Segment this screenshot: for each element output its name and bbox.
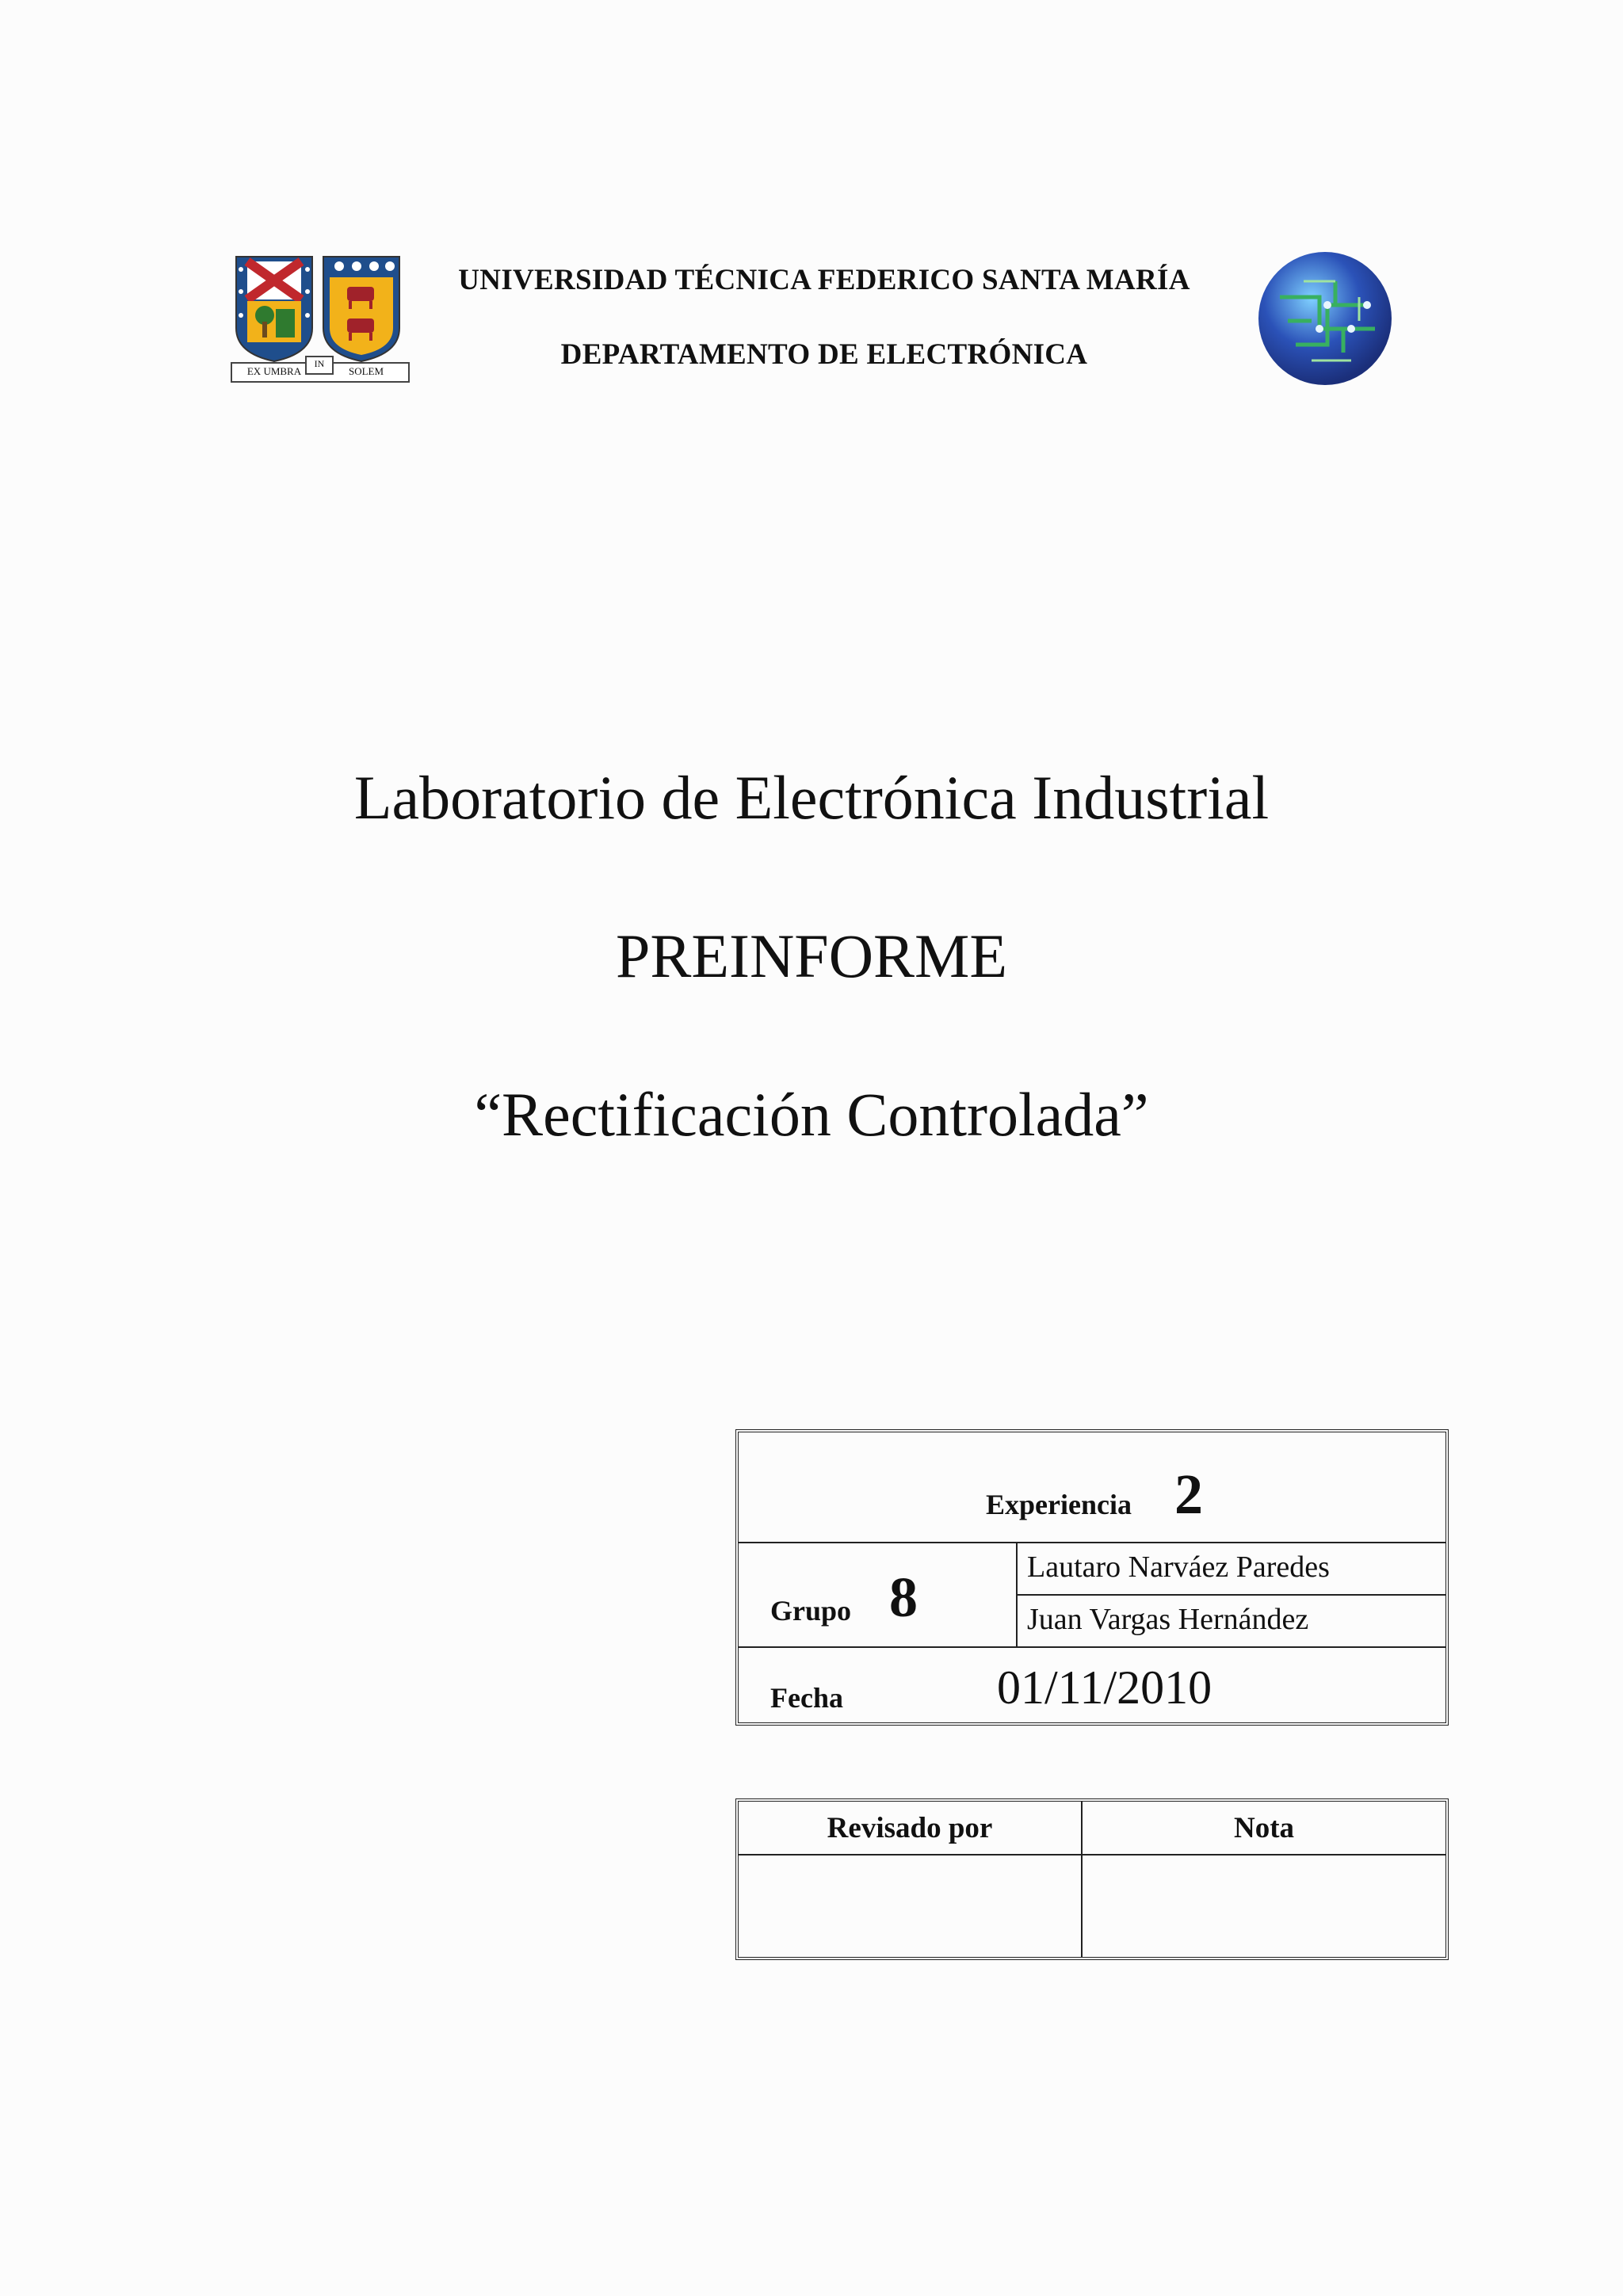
crest-motto-middle: IN [314, 358, 325, 369]
circuit-globe-icon [1256, 250, 1395, 388]
experiencia-label: Experiencia [986, 1489, 1132, 1520]
review-table [735, 1798, 1449, 1960]
experiencia-value: 2 [1174, 1463, 1203, 1526]
member-name: Lautaro Narváez Paredes [1027, 1550, 1330, 1584]
course-title: Laboratorio de Electrónica Industrial [353, 763, 1270, 832]
grade-header: Nota [1233, 1812, 1295, 1844]
university-crest-icon [230, 252, 411, 388]
reviewed-by-cell [739, 1855, 1081, 1957]
document-type: PREINFORME [615, 921, 1008, 990]
crest-motto-right: SOLEM [348, 365, 384, 377]
info-table [735, 1429, 1449, 1726]
department-name: DEPARTAMENTO DE ELECTRÓNICA [560, 338, 1088, 371]
university-name: UNIVERSIDAD TÉCNICA FEDERICO SANTA MARÍA [458, 264, 1190, 296]
crest-motto-left: EX UMBRA [246, 365, 302, 377]
grupo-label: Grupo [770, 1595, 852, 1627]
grupo-value: 8 [889, 1566, 918, 1629]
grade-cell [1083, 1855, 1445, 1957]
fecha-value: 01/11/2010 [997, 1661, 1212, 1714]
subject-title: “Rectificación Controlada” [474, 1080, 1149, 1149]
member-name: Juan Vargas Hernández [1027, 1603, 1309, 1636]
reviewed-by-header: Revisado por [827, 1812, 993, 1844]
fecha-label: Fecha [770, 1682, 843, 1714]
